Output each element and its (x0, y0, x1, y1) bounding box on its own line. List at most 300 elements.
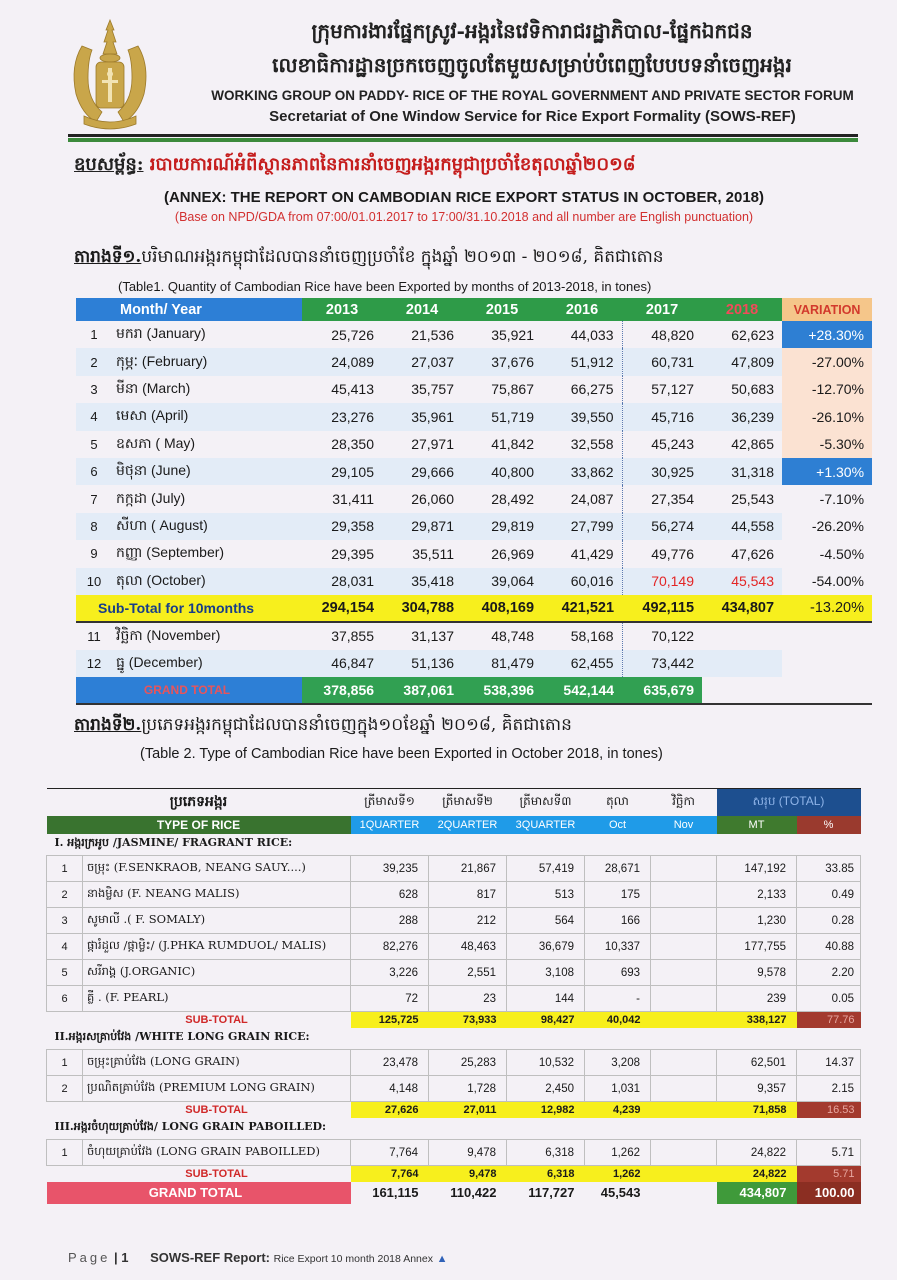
table2-subtotal-nov (651, 1166, 717, 1182)
table2-grand-total-row (47, 1182, 861, 1204)
table1-month-name: កក្កដា (July) (116, 489, 186, 506)
table2-subtotal-spacer (47, 1012, 83, 1028)
table1-cell-value: 60,731 (622, 348, 702, 375)
table2-item-value: 1,728 (429, 1076, 507, 1102)
table2-item-row (47, 986, 861, 1012)
table1-header-2016: 2016 (542, 298, 622, 321)
table1-cell-value: 31,137 (411, 628, 455, 645)
table2-item-value: 57,419 (507, 856, 585, 882)
table1-cell-value: 44,558 (702, 513, 782, 540)
table1-cell-value: 56,274 (622, 513, 702, 540)
table2-item-value (651, 882, 717, 908)
table2-item-value: 6,318 (507, 1140, 585, 1166)
table2-item-total-mt: 1,230 (717, 908, 797, 934)
table2-subtotal-spacer (47, 1166, 83, 1182)
table2-item-value: 36,679 (507, 934, 585, 960)
table2-header-nov: Nov (651, 816, 717, 834)
table2-item-value (651, 1076, 717, 1102)
table2-item-percent: 0.05 (797, 986, 861, 1012)
annex-note: (Base on NPD/GDA from 07:00/01.01.2017 to 17:00/31.10.2018 and all number are English punctuation) (174, 210, 754, 224)
table1-cell-value: 48,820 (622, 321, 702, 348)
table1-cell-value: 32,558 (570, 436, 614, 453)
table2-grand-total-value: 161,115 (372, 1185, 419, 1200)
table1-heading (74, 246, 854, 271)
table2-item-value: 817 (429, 882, 507, 908)
table2-grand-total-mt: 434,807 (717, 1182, 797, 1204)
table1-month-name: សីហា ( August) (112, 513, 302, 540)
table2-item-value: 288 (351, 908, 429, 934)
table2-subtotal-mt: 24,822 (717, 1166, 797, 1182)
table2-header-english-row (47, 816, 861, 834)
table1-row (76, 622, 872, 649)
table1-cell-value: 24,087 (570, 491, 614, 508)
header-divider-green (68, 138, 858, 142)
table1-cell-value: 42,865 (731, 436, 775, 453)
table1-month-name: កុម្ភៈ (February) (112, 348, 302, 375)
table2-subtotal-percent: 77.76 (797, 1012, 861, 1028)
table1-row-number: 12 (76, 650, 112, 677)
table1-cell-value: 29,871 (382, 513, 462, 540)
table2-subtotal-row (47, 1166, 861, 1182)
table1-grand-total-value: 542,144 (542, 677, 622, 704)
table1-variation: -4.50% (819, 545, 865, 562)
table1-month-name: មិថុនា (June) (112, 458, 302, 485)
table2-subtotal-value: 12,982 (507, 1102, 585, 1118)
table1-subtotal-value: 294,154 (302, 595, 382, 622)
table1-khmer-heading: បរិមាណអង្ករកម្ពុជាដែលបាននាំចេញប្រចាំខែ ក្នុងឆ្នាំ ២០១៣ - ២០១៨, គិតជាតោន (141, 247, 664, 267)
table2-item-value: 2,551 (429, 960, 507, 986)
table1-cell-value: 73,442 (622, 650, 702, 677)
table2-khmer-heading: ប្រភេទអង្ករកម្ពុជាដែលបាននាំចេញក្នុង១០ខែឆ្នាំ ២០១៨, គិតជាតោន (141, 715, 572, 735)
table2-subtotal-value: 7,764 (351, 1166, 429, 1182)
table2-item-total-mt: 239 (717, 986, 797, 1012)
table2-grand-total-label: GRAND TOTAL (47, 1182, 351, 1204)
table2-item-total-mt: 2,133 (717, 882, 797, 908)
table1-cell-value: 45,243 (622, 431, 702, 458)
footer-report-subtitle: Rice Export 10 month 2018 Annex (273, 1253, 433, 1265)
table1-cell-value: 29,358 (302, 513, 382, 540)
table2-section-title: III.អង្ករចំហុយគ្រាប់វែង/ LONG GRAIN PABOILLED: (54, 1120, 327, 1134)
table2-item-percent: 33.85 (797, 856, 861, 882)
table2-item-name: ចម្រុះគ្រាប់វែង (LONG GRAIN) (83, 1050, 351, 1076)
table1-row-number: 5 (90, 436, 98, 452)
table2-item-number: 6 (47, 986, 83, 1012)
table2-item-row (47, 1140, 861, 1166)
table2-header-q2-km: ត្រីមាសទី២ (429, 789, 507, 816)
table1-cell-value: 25,543 (731, 491, 775, 508)
table1-subtotal-value: 434,807 (702, 595, 782, 622)
footer-page-label: Page (68, 1250, 111, 1265)
table1-row (76, 650, 872, 677)
table1-cell-value: 31,318 (702, 458, 782, 485)
header-khmer-line-1: ក្រុមការងារផ្នែកស្រូវ-អង្ករនៃវេទិការាជរដ្ឋាភិបាល-ផ្នែកឯកជន (311, 19, 753, 43)
table2-item-value: 3,208 (585, 1050, 651, 1076)
table1-cell-value: 39,064 (462, 568, 542, 595)
table1-row (76, 348, 872, 375)
table2-item-value: 23 (429, 986, 507, 1012)
table2-item-value: 3,108 (507, 960, 585, 986)
table2-subtotal-mt: 338,127 (717, 1012, 797, 1028)
table1-cell-value: 47,809 (702, 348, 782, 375)
table1-cell-value: 58,168 (570, 628, 614, 645)
table2-subtotal-value: 1,262 (585, 1166, 651, 1182)
table1-variation: -26.10% (782, 403, 872, 430)
table2-header-q3-km: ត្រីមាសទី៣ (507, 789, 585, 816)
table2-item-name: សូមាលី .( F. SOMALY) (83, 908, 351, 934)
table2-item-total-mt: 177,755 (717, 934, 797, 960)
table1-cell-value: 35,757 (411, 381, 455, 398)
table1-cell-value: 29,666 (382, 458, 462, 485)
table1-month-name: ធ្នូ (December) (112, 650, 302, 677)
table2-item-row (47, 960, 861, 986)
table1-cell-value: 44,033 (570, 326, 614, 343)
table2-header-q1: 1QUARTER (351, 816, 429, 834)
table1-cell-value (702, 622, 782, 649)
table1-subtotal-label: Sub-Total for 10months (76, 595, 302, 622)
table1-row-number: 2 (76, 348, 112, 375)
table2-header-oct: Oct (585, 816, 651, 834)
table1-variation: -54.00% (811, 573, 865, 590)
table1-monthly-exports (76, 298, 872, 705)
table2-grand-total-value: 117,727 (528, 1185, 575, 1200)
table2-item-value: 3,226 (351, 960, 429, 986)
table1-row (76, 403, 872, 430)
table1-header-row (76, 298, 872, 321)
table1-cell-value: 66,275 (570, 381, 614, 398)
table2-subtotal-value: 6,318 (507, 1166, 585, 1182)
table1-row (76, 540, 872, 567)
table2-item-row (47, 882, 861, 908)
table1-cell-value: 27,971 (411, 436, 455, 453)
table1-row-number: 6 (76, 458, 112, 485)
table2-item-value: 2,450 (507, 1076, 585, 1102)
table1-cell-value: 62,455 (542, 650, 622, 677)
table1-cell-value: 29,819 (462, 513, 542, 540)
table2-item-percent: 5.71 (797, 1140, 861, 1166)
table2-item-value (651, 856, 717, 882)
table1-row-number: 7 (90, 491, 98, 507)
table1-cell-value (702, 650, 782, 677)
table2-grand-total-percent: 100.00 (797, 1182, 861, 1204)
table2-item-number: 1 (47, 1140, 83, 1166)
table1-row (76, 431, 872, 458)
table2-item-name: នាងម្លិស (F. NEANG MALIS) (83, 882, 351, 908)
table2-header-oct-km: តុលា (585, 789, 651, 816)
table2-subtotal-value: 98,427 (507, 1012, 585, 1028)
table1-row (76, 485, 872, 512)
table2-caption: (Table 2. Type of Cambodian Rice have been Exported in October 2018, in tones) (140, 746, 663, 762)
table2-item-value (651, 1140, 717, 1166)
table1-cell-value: 70,122 (622, 622, 702, 649)
table2-item-value: 25,283 (429, 1050, 507, 1076)
table2-item-number: 2 (47, 1076, 83, 1102)
table1-cell-value: 45,413 (331, 381, 375, 398)
table1-cell-value: 29,395 (331, 545, 375, 562)
table2-subtotal-spacer (47, 1102, 83, 1118)
table1-cell-value: 60,016 (542, 568, 622, 595)
table2-item-value: 513 (507, 882, 585, 908)
table2-item-row (47, 934, 861, 960)
table2-item-value: 1,262 (585, 1140, 651, 1166)
table2-grand-total-value: 45,543 (600, 1185, 641, 1200)
table1-cell-value: 41,842 (491, 436, 535, 453)
table2-header-total: សរុប (TOTAL) (717, 789, 861, 816)
table2-subtotal-label: SUB-TOTAL (185, 1013, 248, 1026)
table1-cell-value: 28,031 (302, 568, 382, 595)
table2-item-value: 564 (507, 908, 585, 934)
table2-subtotal-value: 125,725 (351, 1012, 429, 1028)
table1-cell-value: 28,350 (331, 436, 375, 453)
table1-subtotal-value: 304,788 (382, 595, 462, 622)
table1-cell-value: 40,800 (462, 458, 542, 485)
header-khmer-line-2: លេខាធិការដ្ឋានច្រកចេញចូលតែមួយសម្រាប់បំពេញបែបបទនាំចេញអង្ករ (272, 53, 792, 77)
table2-item-value: 166 (585, 908, 651, 934)
table1-subtotal-row (76, 595, 872, 622)
table2-subtotal-value: 4,239 (585, 1102, 651, 1118)
header-english-line-2: Secretariat of One Window Service for Rice Export Formality (SOWS-REF) (269, 108, 796, 125)
table1-header-2015: 2015 (462, 298, 542, 321)
table2-item-value: 28,671 (585, 856, 651, 882)
annex-khmer-label: ឧបសម្ព័ន្ធ: (74, 154, 144, 175)
table2-subtotal-nov (651, 1102, 717, 1118)
table2-item-value: 10,532 (507, 1050, 585, 1076)
table2-subtotal-value: 9,478 (429, 1166, 507, 1182)
table1-month-name: មេសា (April) (112, 403, 302, 430)
table2-subtotal-mt: 71,858 (717, 1102, 797, 1118)
table1-row-number: 11 (87, 628, 101, 644)
table2-item-value (651, 934, 717, 960)
table2-item-number: 4 (47, 934, 83, 960)
table2-section-title-row (47, 834, 861, 856)
table1-grand-total-value: 378,856 (302, 677, 382, 704)
table1-cell-value: 41,429 (570, 545, 614, 562)
table1-variation: -12.70% (782, 376, 872, 403)
table2-item-value (651, 1050, 717, 1076)
table1-cell-value: 23,276 (302, 403, 382, 430)
table2-item-value: 693 (585, 960, 651, 986)
table2-item-row (47, 856, 861, 882)
table2-item-number: 1 (47, 1050, 83, 1076)
table2-item-number: 5 (47, 960, 83, 986)
table2-item-name: សរីរាង្គ (J.ORGANIC) (83, 960, 351, 986)
table1-header-2014: 2014 (382, 298, 462, 321)
table2-header-pct: % (797, 816, 861, 834)
table1-cell-value: 35,961 (382, 403, 462, 430)
table1-grand-total-row (76, 677, 872, 704)
table2-item-percent: 0.49 (797, 882, 861, 908)
header-divider (68, 134, 858, 137)
table2-item-value: 212 (429, 908, 507, 934)
table1-cell-value: 51,719 (462, 403, 542, 430)
table1-cell-value: 27,037 (382, 348, 462, 375)
table1-cell-value: 47,626 (731, 545, 775, 562)
table1-grand-total-value: 538,396 (462, 677, 542, 704)
table2-header-type-km: ប្រភេទអង្ករ (47, 789, 351, 816)
table1-row (76, 513, 872, 540)
table1-cell-value: 45,716 (622, 403, 702, 430)
table1-cell-value: 35,511 (412, 545, 455, 562)
table2-section-title: II.អង្ករសគ្រាប់វែង /WHITE LONG GRAIN RICE: (54, 1030, 310, 1044)
table2-item-value: - (585, 986, 651, 1012)
table1-row-number: 4 (76, 403, 112, 430)
table2-item-value: 7,764 (351, 1140, 429, 1166)
table1-row (76, 458, 872, 485)
table1-cell-value: 35,921 (491, 326, 535, 343)
table1-month-name: កញ្ញា (September) (116, 544, 225, 561)
table1-cell-value: 51,912 (542, 348, 622, 375)
table2-item-row (47, 908, 861, 934)
annex-english-title: (ANNEX: THE REPORT ON CAMBODIAN RICE EXPORT STATUS IN OCTOBER, 2018) (163, 189, 765, 206)
table2-subtotal-value: 27,011 (429, 1102, 507, 1118)
table1-month-name: មករា (January) (116, 325, 206, 342)
header-english-line-1: WORKING GROUP ON PADDY- RICE OF THE ROYAL GOVERNMENT AND PRIVATE SECTOR FORUM (211, 88, 854, 103)
table1-cell-value: 33,862 (542, 458, 622, 485)
table1-variation (782, 650, 872, 677)
table1-header-variation: VARIATION (782, 298, 872, 321)
table1-cell-value: 29,105 (302, 458, 382, 485)
table1-header-month: Month/ Year (76, 298, 302, 321)
table2-grand-total-value: 110,422 (450, 1185, 497, 1200)
table2-item-percent: 2.15 (797, 1076, 861, 1102)
table2-item-value (651, 908, 717, 934)
table2-item-row (47, 1050, 861, 1076)
table1-header-2017: 2017 (622, 298, 702, 321)
page-footer (68, 1250, 868, 1265)
table1-label: តារាងទី១. (74, 247, 142, 267)
table1-row-number: 9 (90, 546, 98, 562)
table2-item-name: ចំហុយគ្រាប់វែង (LONG GRAIN PABOILLED) (83, 1140, 351, 1166)
table2-item-value: 39,235 (351, 856, 429, 882)
table2-item-total-mt: 24,822 (717, 1140, 797, 1166)
footer-page-number: | 1 (114, 1250, 129, 1265)
table1-cell-value: 21,536 (411, 326, 455, 343)
table1-cell-value: 45,543 (702, 568, 782, 595)
table1-variation: -26.20% (811, 518, 865, 535)
table2-subtotal-nov (651, 1012, 717, 1028)
table2-item-name: ផ្ការំដួល /ផ្កាម្លិះ/ (J.PHKA RUMDUOL/ MALIS) (83, 934, 351, 960)
table2-item-percent: 40.88 (797, 934, 861, 960)
table1-cell-value: 70,149 (622, 568, 702, 595)
footer-report-title: SOWS-REF Report: (150, 1250, 270, 1265)
table1-cell-value: 26,060 (411, 491, 455, 508)
table1-cell-value: 51,136 (382, 650, 462, 677)
table1-month-name: វិច្ឆិកា (November) (116, 626, 221, 643)
table2-item-value: 1,031 (585, 1076, 651, 1102)
table1-grand-total-value: 635,679 (622, 677, 702, 704)
table2-item-number: 2 (47, 882, 83, 908)
table1-subtotal-variation: -13.20% (782, 595, 872, 622)
table1-row-number: 10 (76, 568, 112, 595)
table2-item-name: គ្លី . (F. PEARL) (83, 986, 351, 1012)
table1-cell-value: 49,776 (622, 540, 702, 567)
table2-item-row (47, 1076, 861, 1102)
table2-header-mt: MT (717, 816, 797, 834)
table2-grand-total-nov (651, 1182, 717, 1204)
table2-item-value: 23,478 (351, 1050, 429, 1076)
table2-item-total-mt: 9,357 (717, 1076, 797, 1102)
table1-subtotal-value: 492,115 (622, 595, 702, 622)
table1-row (76, 321, 872, 348)
table2-heading (74, 714, 854, 739)
table2-subtotal-percent: 5.71 (797, 1166, 861, 1182)
table1-cell-value: 37,676 (462, 348, 542, 375)
table2-item-total-mt: 9,578 (717, 960, 797, 986)
table1-variation (782, 622, 872, 649)
table1-grand-total-value: 387,061 (382, 677, 462, 704)
table2-subtotal-label: SUB-TOTAL (185, 1167, 248, 1180)
table2-item-percent: 14.37 (797, 1050, 861, 1076)
table1-caption: (Table1. Quantity of Cambodian Rice have been Exported by months of 2013-2018, in tones) (118, 279, 652, 294)
table2-item-value: 175 (585, 882, 651, 908)
table2-header-type-en: TYPE OF RICE (47, 816, 351, 834)
footer-mark-icon: ▲ (436, 1253, 448, 1265)
table1-cell-value: 46,847 (302, 650, 382, 677)
table2-item-total-mt: 62,501 (717, 1050, 797, 1076)
table1-cell-value: 35,418 (382, 568, 462, 595)
table2-label: តារាងទី២. (74, 715, 142, 735)
table2-header-q2: 2QUARTER (429, 816, 507, 834)
table1-cell-value: 24,089 (302, 348, 382, 375)
table2-subtotal-value: 73,933 (429, 1012, 507, 1028)
table2-item-value: 21,867 (429, 856, 507, 882)
table1-row-number: 1 (90, 327, 98, 343)
table1-cell-value: 27,354 (622, 485, 702, 512)
table1-row-number: 8 (76, 513, 112, 540)
table2-item-value: 628 (351, 882, 429, 908)
table1-header-2018: 2018 (702, 298, 782, 321)
table1-variation: -27.00% (782, 348, 872, 375)
table2-item-value: 48,463 (429, 934, 507, 960)
table2-item-percent: 0.28 (797, 908, 861, 934)
table2-item-value: 144 (507, 986, 585, 1012)
table1-cell-value: 26,969 (491, 545, 535, 562)
table1-cell-value: 30,925 (622, 458, 702, 485)
table1-subtotal-value: 408,169 (462, 595, 542, 622)
table1-cell-value: 28,492 (491, 491, 535, 508)
table1-cell-value: 37,855 (331, 628, 375, 645)
table1-grand-total-blank (702, 677, 872, 704)
table1-cell-value: 50,683 (731, 381, 775, 398)
table1-month-name: ឧសភា ( May) (116, 434, 196, 451)
royal-emblem-icon (62, 16, 158, 134)
table1-subtotal-value: 421,521 (542, 595, 622, 622)
table1-variation: -7.10% (819, 491, 865, 508)
table1-cell-value: 36,239 (702, 403, 782, 430)
annex-khmer-text: របាយការណ៍អំពីស្ថានភាពនៃការនាំចេញអង្ករកម្ពុជាប្រចាំខែតុលាឆ្នាំ២០១៨ (143, 154, 636, 175)
table2-item-percent: 2.20 (797, 960, 861, 986)
table1-month-name: តុលា (October) (112, 568, 302, 595)
table2-subtotal-percent: 16.53 (797, 1102, 861, 1118)
table1-row (76, 376, 872, 403)
table2-header-nov-km: វិច្ឆិកា (651, 789, 717, 816)
table2-item-name: ចម្រុះ (F.SENKRAOB, NEANG SAUY....) (83, 856, 351, 882)
table1-cell-value: 62,623 (731, 326, 775, 343)
table2-rice-types (46, 788, 861, 1204)
table1-row-number: 3 (90, 381, 98, 397)
table2-subtotal-row (47, 1012, 861, 1028)
table1-header-2013: 2013 (302, 298, 382, 321)
table2-item-name: ប្រណិតគ្រាប់វែង (PREMIUM LONG GRAIN) (83, 1076, 351, 1102)
table1-cell-value: 31,411 (332, 491, 375, 508)
table1-cell-value: 81,479 (462, 650, 542, 677)
table1-cell-value: 39,550 (542, 403, 622, 430)
table1-cell-value: 57,127 (622, 376, 702, 403)
table2-section-title: I. អង្ករក្រអូប /JASMINE/ FRAGRANT RICE: (54, 836, 293, 850)
table2-item-number: 3 (47, 908, 83, 934)
table2-subtotal-value: 27,626 (351, 1102, 429, 1118)
table1-row (76, 568, 872, 595)
table1-cell-value: 75,867 (491, 381, 535, 398)
